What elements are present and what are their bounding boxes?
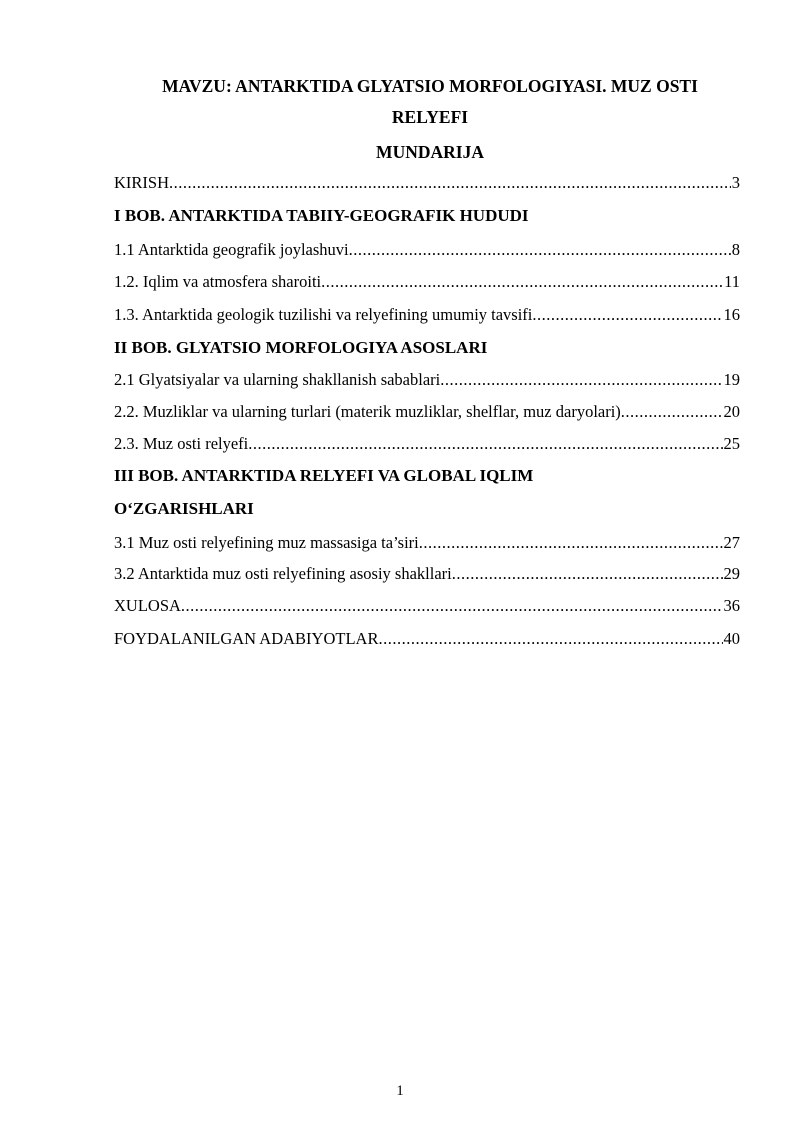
toc-entry-label: 2.2. Muzliklar va ularning turlari (materik muzliklar, shelflar, muz daryolari) (114, 402, 621, 421)
toc-entry-page: 8 (731, 240, 740, 259)
toc-entry-page: 29 (723, 564, 740, 583)
toc-entry-label: 1.2. Iqlim va atmosfera sharoiti (114, 272, 322, 291)
toc-entry-conclusion (114, 596, 740, 616)
toc-entry-2-1 (114, 370, 740, 390)
toc-entry-page: 27 (723, 533, 740, 552)
toc-entry-1-3 (114, 305, 740, 325)
toc-entry-page: 36 (723, 596, 740, 615)
toc-chapter-3-heading-line-2: O‘ZGARISHLARI (114, 499, 254, 518)
toc-entry-1-2 (114, 272, 740, 292)
toc-dot-leader (419, 533, 723, 553)
toc-dot-leader (378, 629, 722, 649)
toc-heading: MUNDARIJA (376, 142, 484, 162)
toc-dot-leader (621, 402, 723, 422)
toc-entry-label: XULOSA (114, 596, 181, 615)
toc-entry-label: 2.1 Glyatsiyalar va ularning shakllanish sabablari (114, 370, 441, 389)
toc-entry-2-2 (114, 402, 740, 422)
toc-chapter-1-heading: I BOB. ANTARKTIDA TABIIY-GEOGRAFIK HUDUDI (114, 206, 529, 225)
document-title-line-2: RELYEFI (391, 107, 469, 127)
toc-chapter-2-heading: II BOB. GLYATSIO MORFOLOGIYA ASOSLARI (114, 338, 488, 357)
toc-chapter-3-heading-line-1: III BOB. ANTARKTIDA RELYEFI VA GLOBAL IQLIM (114, 466, 534, 485)
toc-entry-page: 3 (731, 173, 740, 192)
toc-dot-leader (349, 240, 731, 260)
toc-entry-label: 3.2 Antarktida muz osti relyefining asosiy shakllari (114, 564, 452, 583)
toc-entry-references (114, 629, 740, 649)
toc-entry-label: 1.1 Antarktida geografik joylashuvi (114, 240, 349, 259)
toc-entry-label: KIRISH (114, 173, 170, 192)
toc-entry-label: 3.1 Muz osti relyefining muz massasiga ta’siri (114, 533, 419, 552)
page-number: 1 (396, 1083, 404, 1099)
document-title-line-1: MAVZU: ANTARKTIDA GLYATSIO MORFOLOGIYASI. MUZ OSTI (162, 76, 698, 96)
toc-entry-label: 1.3. Antarktida geologik tuzilishi va relyefining umumiy tavsifi (114, 305, 533, 324)
toc-entry-3-2 (114, 564, 740, 584)
toc-dot-leader (181, 596, 723, 616)
toc-dot-leader (532, 305, 722, 325)
toc-entry-page: 11 (724, 272, 740, 291)
toc-dot-leader (248, 434, 722, 454)
toc-entry-intro (114, 173, 740, 193)
toc-entry-1-1 (114, 240, 740, 260)
toc-entry-page: 16 (723, 305, 740, 324)
toc-entry-label: 2.3. Muz osti relyefi (114, 434, 249, 453)
toc-dot-leader (452, 564, 723, 584)
toc-dot-leader (321, 272, 723, 292)
toc-dot-leader (440, 370, 722, 390)
toc-entry-3-1 (114, 533, 740, 553)
toc-entry-page: 25 (723, 434, 740, 453)
toc-entry-page: 19 (723, 370, 740, 389)
toc-dot-leader (169, 173, 731, 193)
toc-entry-page: 40 (723, 629, 740, 648)
toc-entry-2-3 (114, 434, 740, 454)
toc-entry-label: FOYDALANILGAN ADABIYOTLAR (114, 629, 379, 648)
toc-entry-page: 20 (723, 402, 740, 421)
